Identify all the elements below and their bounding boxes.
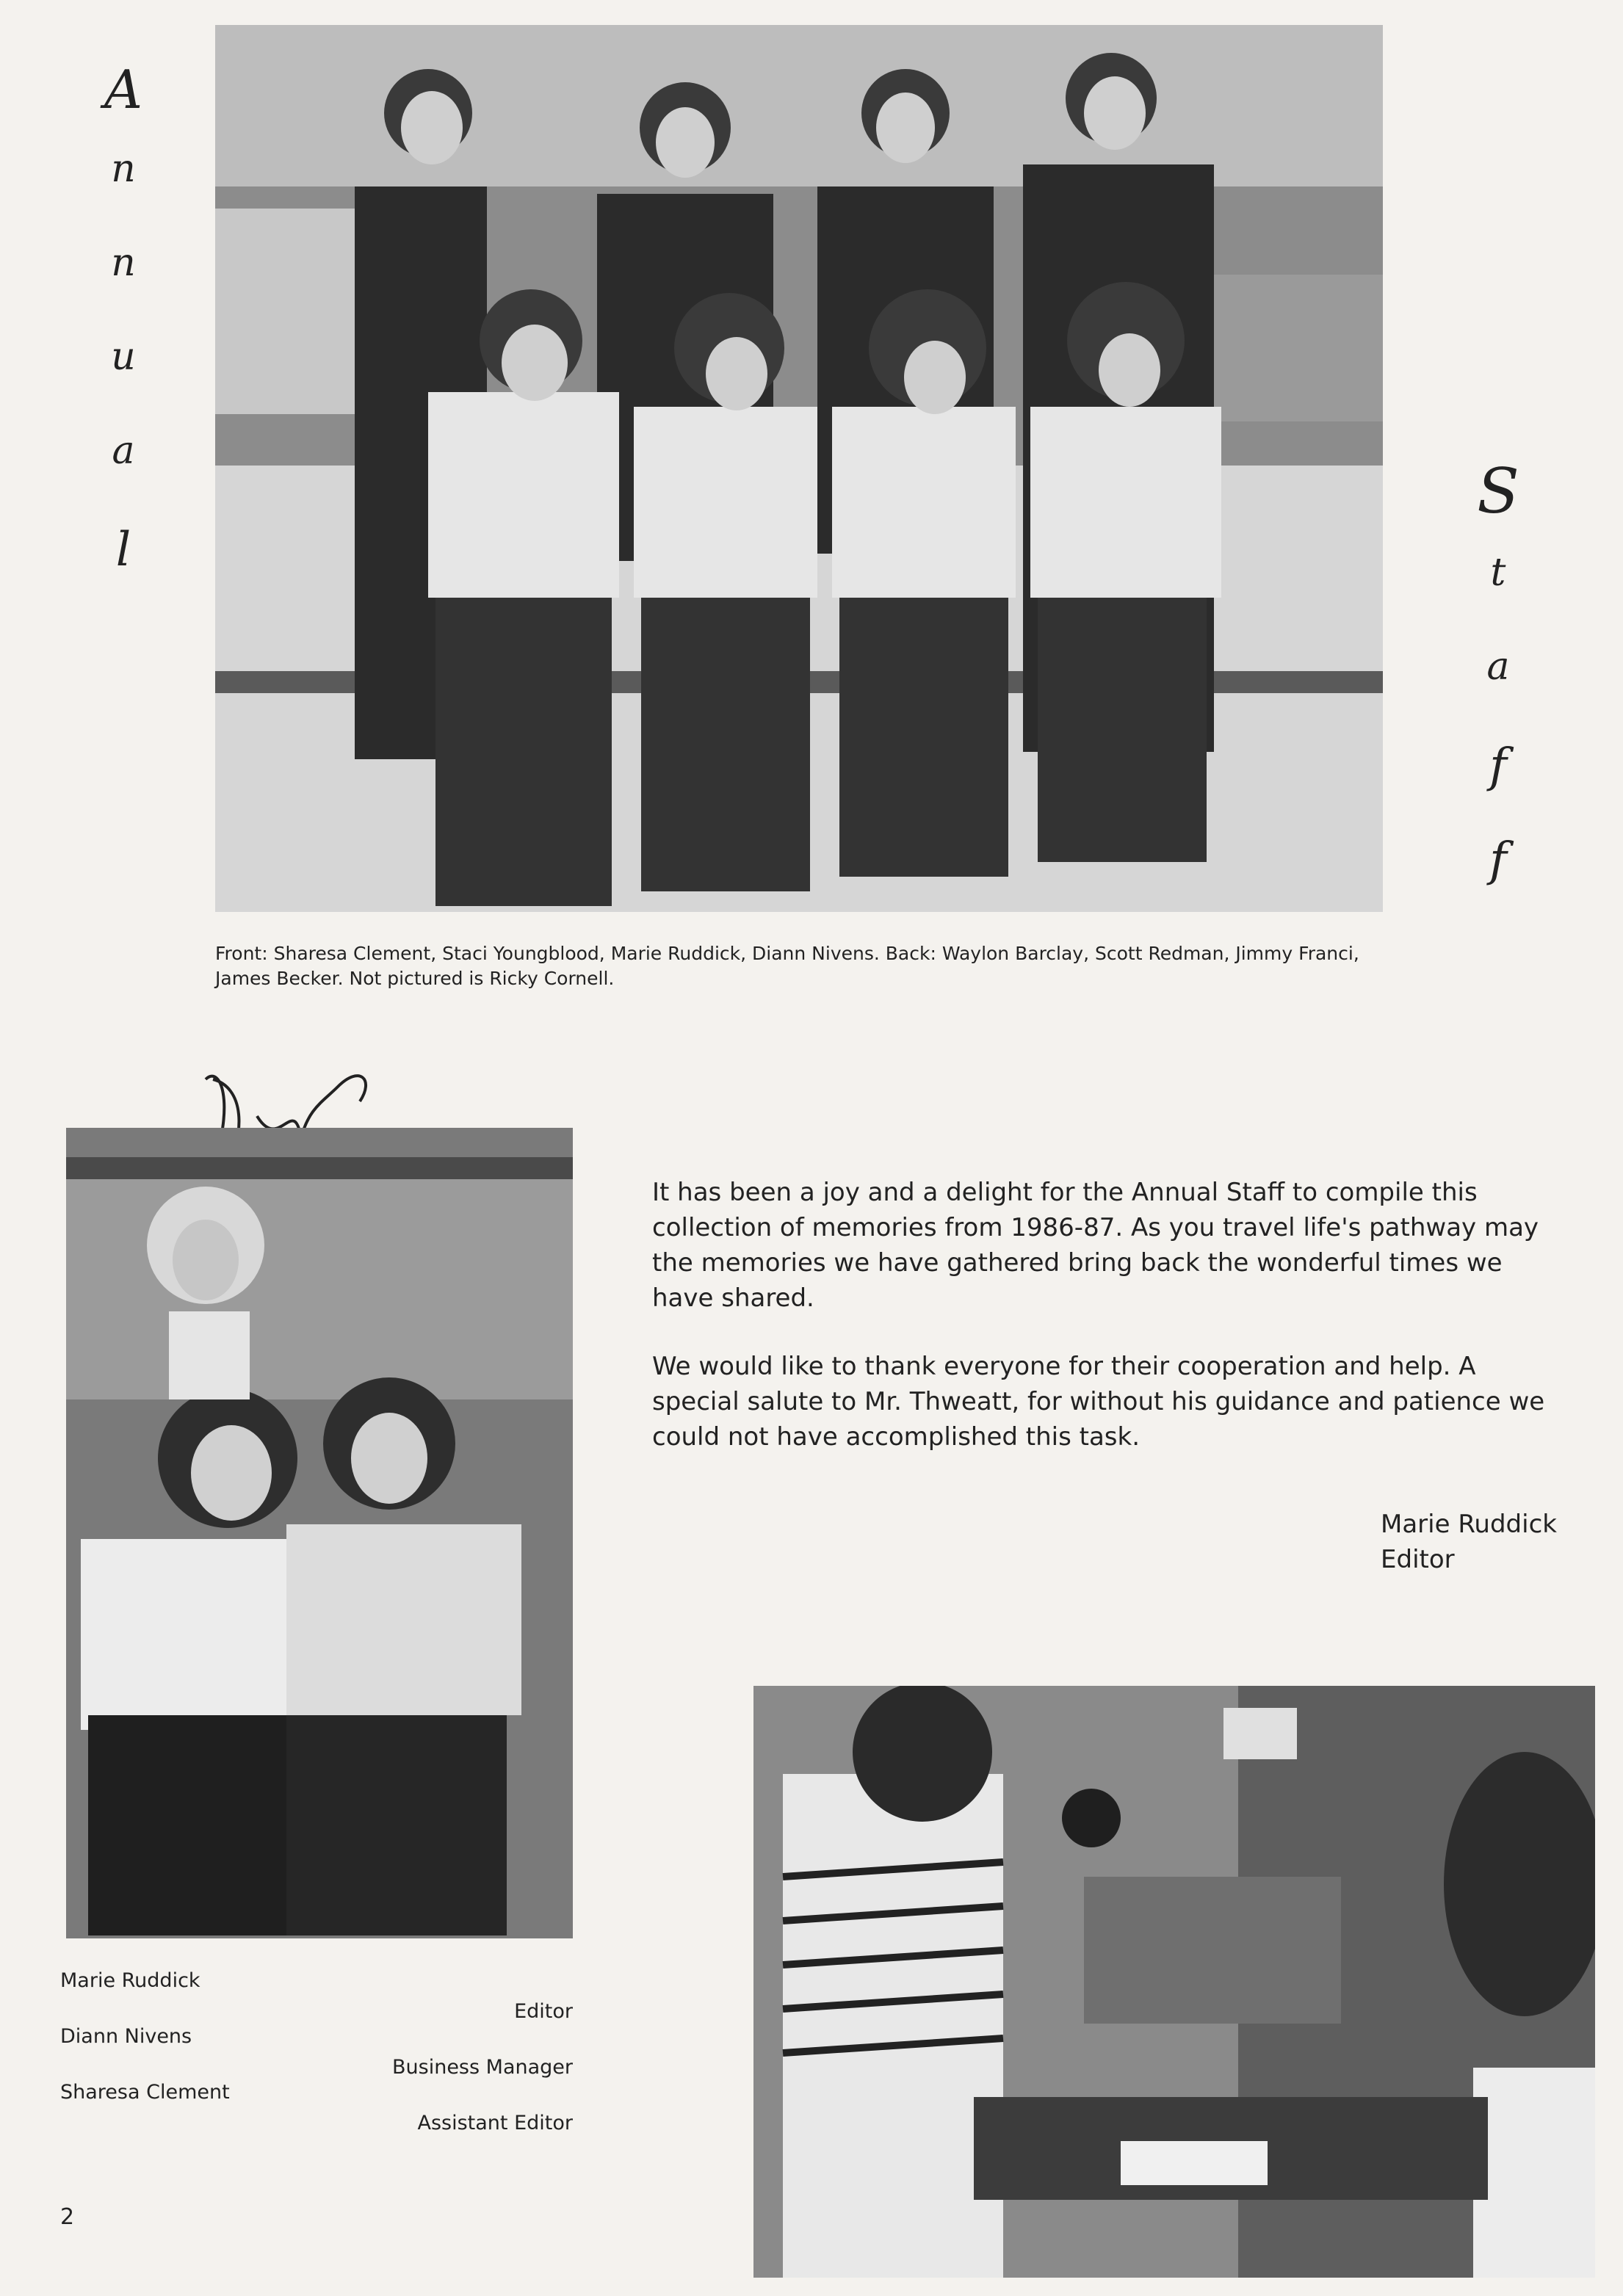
workroom-photo xyxy=(753,1686,1595,2278)
editor-role-1: Editor xyxy=(514,2000,573,2023)
title-letter: u xyxy=(111,335,136,379)
title-letter: n xyxy=(111,241,136,285)
group-photo xyxy=(215,25,1383,912)
staff-message xyxy=(652,1175,1561,1488)
editor-name-1: Marie Ruddick xyxy=(60,1969,200,1992)
signer-name: Marie Ruddick xyxy=(1381,1510,1557,1539)
title-letter: l xyxy=(115,523,131,577)
message-signoff xyxy=(1381,1507,1557,1577)
title-letter: A xyxy=(104,59,142,120)
editor-name-2: Diann Nivens xyxy=(60,2025,192,2048)
group-photo-caption: Front: Sharesa Clement, Staci Youngblood, Marie Ruddick, Diann Nivens. Back: Waylon Barclay, Scott Redman, Jimmy Franci, James Becker. Not pictured is Ricky Cornell. xyxy=(215,943,1359,989)
editor-role-2: Business Manager xyxy=(392,2056,573,2079)
title-letter: t xyxy=(1490,551,1506,595)
title-letter: f xyxy=(1489,739,1507,793)
signer-title: Editor xyxy=(1381,1545,1455,1574)
message-paragraph-1: It has been a joy and a delight for the Annual Staff to compile this collection of memories from 1986-87. As you travel life's pathway may the memories we have gathered bring back the wonderful times we have shared. xyxy=(652,1178,1539,1313)
group-photo-image xyxy=(215,25,1383,912)
editors-photo-image xyxy=(66,1128,573,1938)
title-letter: a xyxy=(112,429,135,473)
vertical-title-staff xyxy=(1469,455,1528,921)
editors-photo xyxy=(66,1128,573,1938)
editor-role-3: Assistant Editor xyxy=(417,2112,573,2134)
title-letter: n xyxy=(111,147,136,191)
editor-name-3: Sharesa Clement xyxy=(60,2081,230,2104)
title-letter: f xyxy=(1489,833,1507,887)
page-number: 2 xyxy=(60,2204,75,2230)
message-paragraph-2: We would like to thank everyone for their cooperation and help. A special salute to Mr. Thweatt, for without his guidance and patience we could not have accomplished this task. xyxy=(652,1352,1545,1452)
title-letter: S xyxy=(1477,455,1519,527)
title-letter: a xyxy=(1486,645,1510,689)
workroom-photo-image xyxy=(753,1686,1595,2278)
vertical-title-annual xyxy=(94,59,153,596)
